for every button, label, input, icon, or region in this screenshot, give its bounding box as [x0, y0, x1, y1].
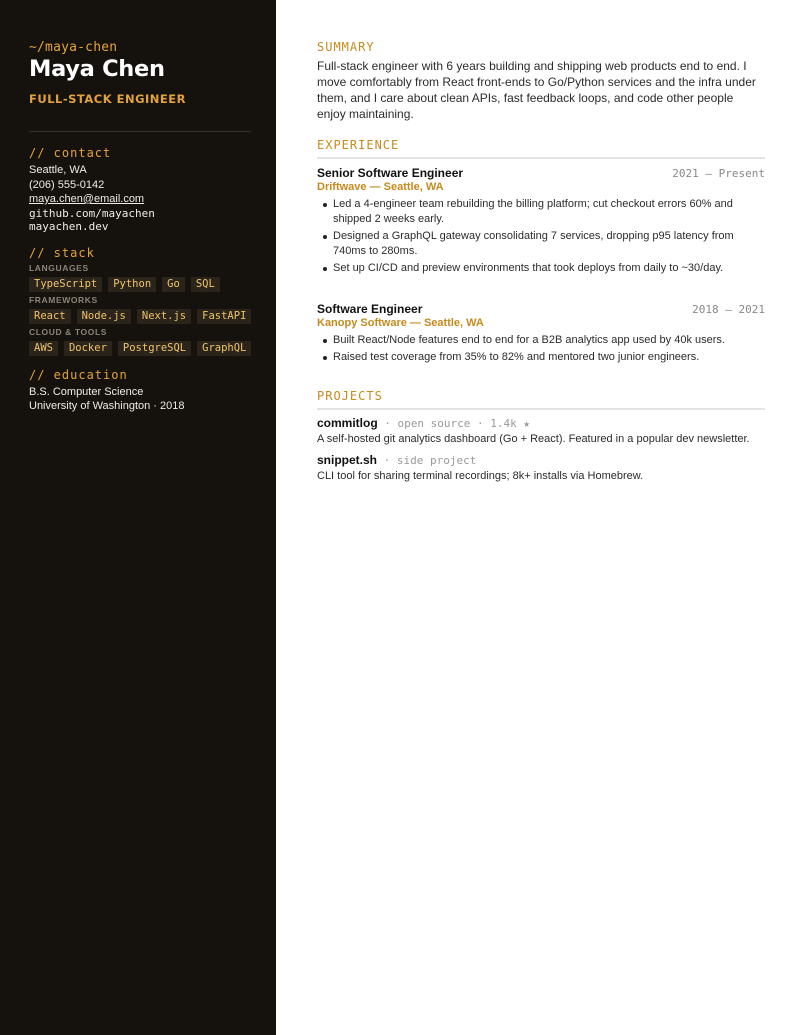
experience-section — [317, 138, 765, 365]
education-school: University of Washington · 2018 — [29, 400, 185, 412]
job-bullet: Designed a GraphQL gateway consolidating 7 services, dropping p95 latency from 740ms to 280ms. — [323, 229, 765, 259]
contact-email-link[interactable]: maya.chen@email.com — [29, 193, 145, 205]
projects-section — [317, 389, 765, 484]
summary-section — [317, 40, 765, 122]
contact-location: Seattle, WA — [29, 164, 87, 176]
job-organization: Kanopy Software — Seattle, WA — [317, 317, 484, 329]
sidebar — [0, 0, 276, 1035]
stack-chip: SQL — [191, 277, 220, 292]
handle: ~/maya-chen — [29, 40, 118, 55]
project-meta: · open source · 1.4k ★ — [377, 417, 530, 430]
person-name: Maya Chen — [29, 56, 165, 82]
education-degree: B.S. Computer Science — [29, 385, 144, 398]
education-heading: // education — [29, 367, 128, 382]
project-list — [317, 416, 765, 484]
stack-chip-row — [29, 309, 252, 324]
experience-heading: EXPERIENCE — [317, 138, 400, 152]
contact-phone: (206) 555-0142 — [29, 178, 105, 191]
job-bullet: Built React/Node features end to end for a B2B analytics app used by 40k users. — [323, 333, 765, 348]
experience-rule — [317, 157, 765, 159]
projects-heading: PROJECTS — [317, 389, 383, 403]
stack-category: FRAMEWORKS — [29, 294, 98, 305]
job-entry — [317, 302, 765, 365]
project-meta: · side project — [377, 454, 477, 467]
stack-chip: PostgreSQL — [118, 341, 191, 356]
job-dates: 2018 — 2021 — [692, 303, 765, 316]
job-organization: Driftwave — Seattle, WA — [317, 181, 444, 193]
job-dates: 2021 — Present — [672, 167, 765, 180]
stack-chip: Go — [162, 277, 185, 292]
project-name: snippet.sh — [317, 453, 378, 467]
project-entry — [317, 416, 765, 447]
stack-chip: Docker — [64, 341, 112, 356]
summary-heading: SUMMARY — [317, 40, 375, 54]
stack-chip: Python — [108, 277, 156, 292]
stack-chip: TypeScript — [29, 277, 102, 292]
education-block — [29, 385, 252, 414]
sidebar-divider — [29, 131, 251, 132]
stack-groups — [29, 263, 252, 356]
job-list — [317, 166, 765, 365]
job-header — [317, 302, 765, 316]
contact-block — [29, 163, 252, 234]
stack-chip: React — [29, 309, 71, 324]
job-entry — [317, 166, 765, 276]
contact-website-link[interactable]: mayachen.dev — [29, 220, 109, 233]
stack-chip: GraphQL — [197, 341, 251, 356]
job-bullets — [317, 333, 765, 365]
job-bullet: Led a 4-engineer team rebuilding the billing platform; cut checkout errors 60% and shipped 2 weeks early. — [323, 197, 765, 227]
stack-chip: Node.js — [77, 309, 131, 324]
job-title: Senior Software Engineer — [317, 166, 464, 180]
stack-chip: AWS — [29, 341, 58, 356]
projects-rule — [317, 408, 765, 410]
stack-heading: // stack — [29, 245, 95, 260]
stack-chip-row — [29, 341, 252, 356]
job-title: Software Engineer — [317, 302, 423, 316]
project-description: A self-hosted git analytics dashboard (Go + React). Featured in a popular dev newsletter. — [317, 433, 750, 445]
project-header — [317, 416, 765, 430]
stack-chip: Next.js — [137, 309, 191, 324]
stack-category: CLOUD & TOOLS — [29, 326, 108, 337]
main-content — [317, 40, 765, 484]
job-header — [317, 166, 765, 180]
job-bullet: Set up CI/CD and preview environments that took deploys from daily to ~30/day. — [323, 261, 765, 276]
job-bullet: Raised test coverage from 35% to 82% and mentored two junior engineers. — [323, 350, 765, 365]
project-entry — [317, 453, 765, 484]
project-header — [317, 453, 765, 467]
project-name: commitlog — [317, 416, 378, 430]
stack-chip: FastAPI — [197, 309, 251, 324]
job-bullets — [317, 197, 765, 276]
stack-category: LANGUAGES — [29, 262, 89, 273]
project-description: CLI tool for sharing terminal recordings; 8k+ installs via Homebrew. — [317, 470, 644, 482]
contact-github-link[interactable]: github.com/mayachen — [29, 206, 155, 220]
contact-heading: // contact — [29, 146, 112, 160]
summary-text: Full-stack engineer with 6 years building and shipping web products end to end. I move comfortably from React front-ends to Go/Python services and the infra under them, and I care about clean APIs, fast feedback loops, and code other people enjoy maintaining. — [317, 59, 756, 121]
job-role: FULL-STACK ENGINEER — [29, 92, 187, 106]
stack-chip-row — [29, 277, 252, 292]
